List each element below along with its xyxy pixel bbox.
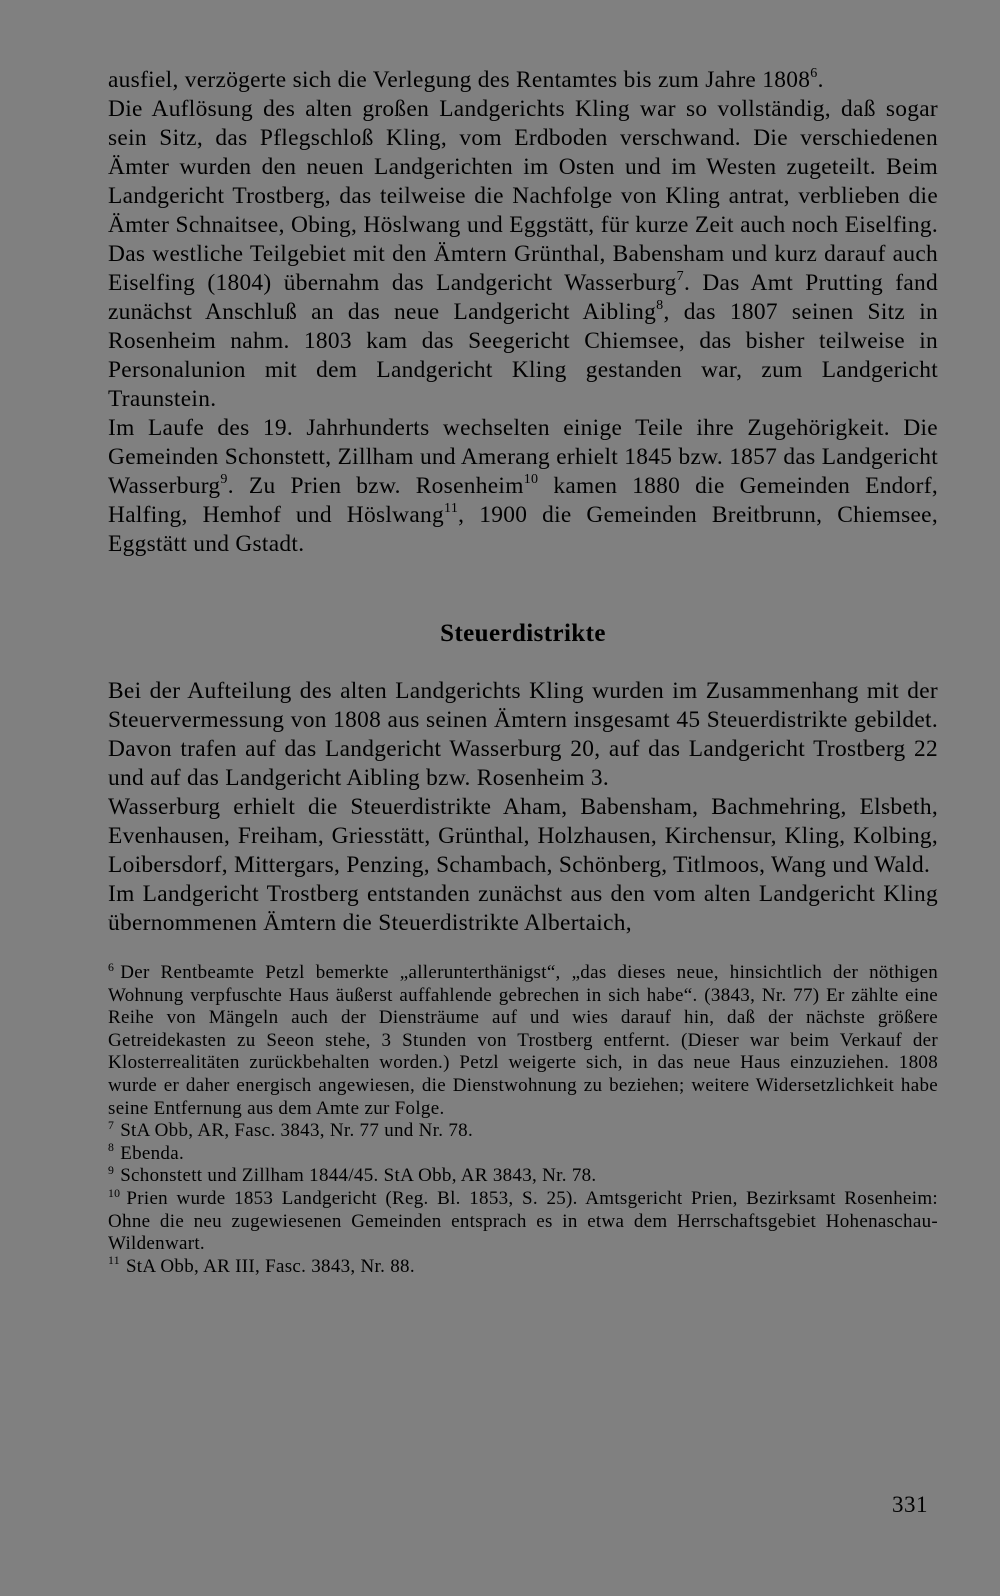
footnotes: [108, 962, 938, 1278]
section-paragraph-1: Bei der Aufteilung des alten Landgerichts Kling wurden im Zusammenhang mit der Steuervermessung von 1808 aus seinen Ämtern insgesamt 45 Steuerdistrikte gebildet. Davon trafen auf das Landgericht Wasserburg 20, auf das Landgericht Trostberg 22 und auf das Landgericht Aibling bzw. Rosenheim 3.: [108, 678, 938, 791]
footnote-ref: 10: [523, 470, 539, 487]
footnote-ref: 6: [810, 64, 818, 81]
section-paragraph-2: Wasserburg erhielt die Steuerdistrikte Aham, Babensham, Bachmehring, Elsbeth, Evenhausen, Freiham, Griesstätt, Grünthal, Holzhausen, Kirchensur, Kling, Kolbing, Loibersdorf, Mittergars, Penzing, Schambach, Schönberg, Titlmoos, Wang und Wald.: [108, 794, 938, 878]
body-paragraph-3: Im Laufe des 19. Jahrhunderts wechselten einige Teile ihre Zugehörigkeit. Die Gemeinden Schonstett, Zillham und Amerang erhielt 1845 bzw. 1857 das Landgericht Wasserburg$^9$. Zu Prien bzw. Rosenheim$^{10}$ kamen 1880 die Gemeinden Endorf, Halfing, Hemhof und Höslwang$^{11}$, 1900 die Gemeinden Breitbrunn, Chiemsee, Eggstätt und Gstadt.: [108, 415, 939, 557]
footnote: $^9$ Schonstett und Zillham 1844/45. StA Obb, AR 3843, Nr. 78.: [108, 1164, 597, 1187]
footnote-number: 11: [108, 1254, 120, 1268]
footnote: $^6$ Der Rentbeamte Petzl bemerkte „allerunterthänigst“, „das dieses neue, hinsichtlich der nöthigen Wohnung verpfuschte Haus äußerst auffahlende gebrechen in sich habe“. (3843, Nr. 77) Er zählte eine Reihe von Mängeln auch der Diensträume auf und wies darauf hin, daß der nächste größere Getreidekasten zu Seeon stehe, 3 Stunden von Trostberg entfernt. (Dieser war beim Verkauf der Klosterrealitäten zurückbehalten worden.) Petzl weigerte sich, in das neue Haus einzuziehen. 1808 wurde er daher energisch angewiesen, die Dienstwohnung zu beziehen; weitere Widersetzlichkeit habe seine Entfernung aus dem Amte zur Folge.: [108, 960, 938, 1119]
footnote: $^{10}$ Prien wurde 1853 Landgericht (Reg. Bl. 1853, S. 25). Amtsgericht Prien, Bezirksamt Rosenheim: Ohne die neu zugewiesenen Gemeinden entsprach es in etwa dem Herrschaftsgebiet Hohenaschau-Wildenwart.: [108, 1186, 938, 1255]
body-paragraph-2: Die Auflösung des alten großen Landgerichts Kling war so vollständig, daß sogar sein Sitz, das Pflegschloß Kling, vom Erdboden verschwand. Die verschiedenen Ämter wurden den neuen Landgerichten im Osten und im Westen zugeteilt. Beim Landgericht Trostberg, das teilweise die Nachfolge von Kling antrat, verblieben die Ämter Schnaitsee, Obing, Höslwang und Eggstätt, für kurze Zeit auch noch Eiselfing. Das westliche Teilgebiet mit den Ämtern Grünthal, Babensham und kurz darauf auch Eiselfing (1804) übernahm das Landgericht Wasserburg$^7$. Das Amt Prutting fand zunächst Anschluß an das neue Landgericht Aibling$^8$, das 1807 seinen Sitz in Rosenheim nahm. 1803 kam das Seegericht Chiemsee, das bisher teilweise in Personalunion mit dem Landgericht Kling gestanden war, zum Landgericht Traunstein.: [108, 96, 938, 412]
footnote-number: 10: [108, 1186, 121, 1200]
footnote-ref: 11: [444, 499, 459, 516]
page-content: [108, 66, 938, 1278]
footnote-number: 9: [108, 1164, 115, 1178]
section-heading: Steuerdistrikte: [440, 620, 606, 647]
footnote-ref: 8: [656, 296, 664, 313]
footnote: $^7$ StA Obb, AR, Fasc. 3843, Nr. 77 und Nr. 78.: [108, 1118, 473, 1142]
footnote-number: 6: [108, 960, 115, 974]
footnote-number: 7: [108, 1118, 115, 1132]
footnote-number: 8: [108, 1141, 115, 1155]
section-paragraph-3: Im Landgericht Trostberg entstanden zunächst aus den vom alten Landgericht Kling übernommenen Ämtern die Steuerdistrikte Albertaich,: [108, 881, 938, 936]
page-number: 331: [892, 1492, 928, 1517]
footnote: $^8$ Ebenda.: [108, 1141, 185, 1164]
footnote-ref: 9: [220, 470, 228, 487]
footnote: $^{11}$ StA Obb, AR III, Fasc. 3843, Nr. 88.: [108, 1254, 415, 1277]
body-paragraph-1: ausfiel, verzögerte sich die Verlegung des Rentamtes bis zum Jahre 1808$^6$.: [108, 64, 824, 93]
footnote-ref: 7: [676, 267, 684, 284]
